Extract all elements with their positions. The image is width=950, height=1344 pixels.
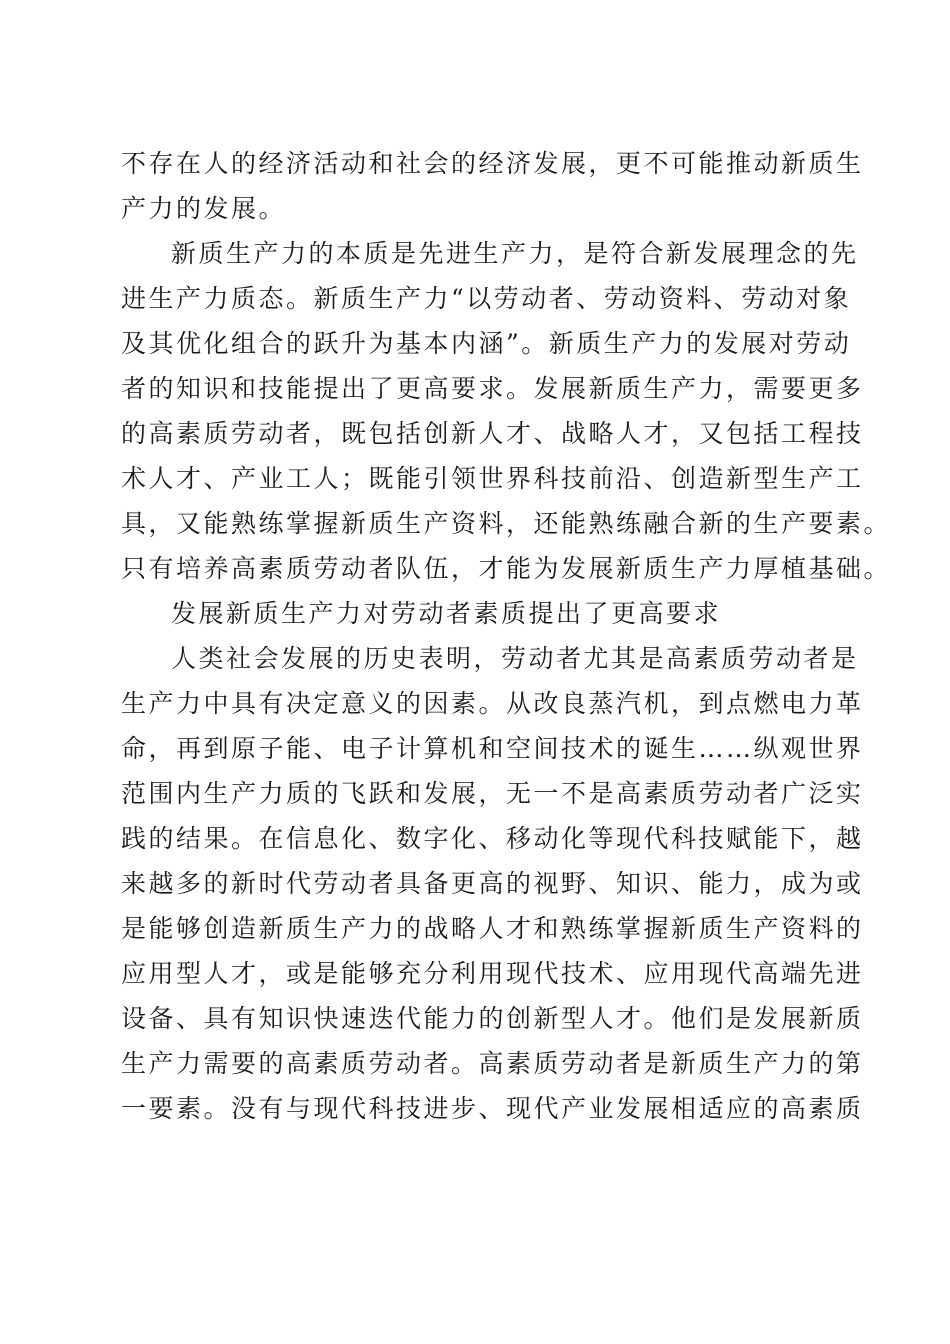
- document-page: [121, 141, 892, 1131]
- text-line: 设备、具有知识快速迭代能力的创新型人才。他们是发展新质: [121, 1004, 864, 1033]
- text-line: 进生产力质态。新质生产力“以劳动者、劳动资料、劳动对象: [121, 284, 852, 313]
- text-line: 具，又能熟练掌握新质生产资料，还能熟练融合新的生产要素。: [121, 509, 892, 538]
- text-line: 来越多的新时代劳动者具备更高的视野、知识、能力，成为或: [121, 869, 864, 898]
- text-line: 践的结果。在信息化、数字化、移动化等现代科技赋能下，越: [121, 824, 864, 853]
- heading-line: 发展新质生产力对劳动者素质提出了更高要求: [171, 599, 722, 628]
- text-line: 的高素质劳动者，既包括创新人才、战略人才，又包括工程技: [121, 419, 864, 448]
- text-line: 生产力中具有决定意义的因素。从改良蒸汽机，到点燃电力革: [121, 689, 864, 718]
- text-line: 产力的发展。: [121, 194, 287, 223]
- text-line: 生产力需要的高素质劳动者。高素质劳动者是新质生产力的第: [121, 1049, 864, 1078]
- text-line: 者的知识和技能提出了更高要求。发展新质生产力，需要更多: [121, 374, 864, 403]
- text-line: 是能够创造新质生产力的战略人才和熟练掌握新质生产资料的: [121, 914, 864, 943]
- text-line: 及其优化组合的跃升为基本内涵”。新质生产力的发展对劳动: [121, 329, 852, 358]
- text-line: 命，再到原子能、电子计算机和空间技术的诞生……纵观世界: [121, 734, 864, 763]
- text-line: 应用型人才，或是能够充分利用现代技术、应用现代高端先进: [121, 959, 864, 988]
- text-line: 新质生产力的本质是先进生产力，是符合新发展理念的先: [171, 239, 859, 268]
- paragraph-continuation: [121, 141, 864, 231]
- text-line: 只有培养高素质劳动者队伍，才能为发展新质生产力厚植基础。: [121, 554, 892, 583]
- section-heading: [121, 591, 829, 636]
- text-line: 不存在人的经济活动和社会的经济发展，更不可能推动新质生: [121, 149, 864, 178]
- text-line: 范围内生产力质的飞跃和发展，无一不是高素质劳动者广泛实: [121, 779, 864, 808]
- paragraph-essence: [121, 231, 892, 591]
- text-line: 术人才、产业工人；既能引领世界科技前沿、创造新型生产工: [121, 464, 864, 493]
- text-line: 人类社会发展的历史表明，劳动者尤其是高素质劳动者是: [171, 644, 859, 673]
- text-line: 一要素。没有与现代科技进步、现代产业发展相适应的高素质: [121, 1094, 864, 1123]
- paragraph-history: [121, 636, 864, 1131]
